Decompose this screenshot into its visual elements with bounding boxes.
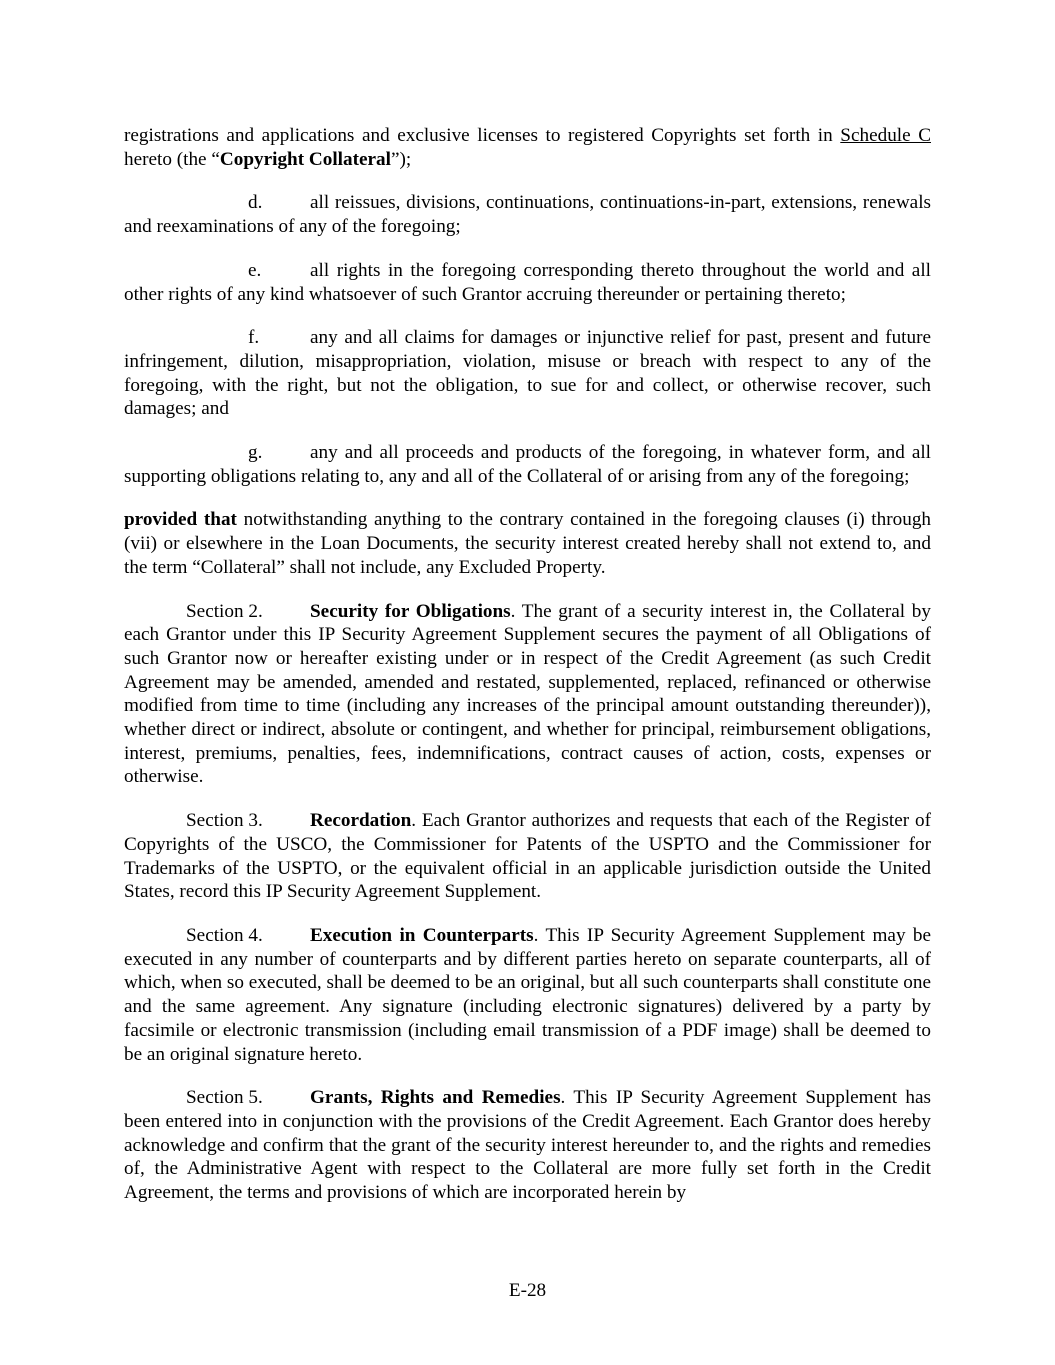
section-title: Security for Obligations <box>310 600 511 622</box>
clause-d <box>124 191 931 238</box>
defined-term: Copyright Collateral <box>219 148 391 170</box>
section-5 <box>124 1086 931 1205</box>
section-title: Grants, Rights and Remedies <box>310 1087 561 1109</box>
proviso-paragraph <box>124 508 931 579</box>
section-text: . Each Grantor authorizes and requests that each of the Register of Copyrights of the USCO, the Commissioner for Patents of the USPTO and the Commissioner for Trademarks of the USPTO, or the equivalent official in an applicable jurisdiction outside the United States, record this IP Security Agreement Supplement. <box>124 810 931 903</box>
section-title: Execution in Counterparts <box>310 924 534 946</box>
section-text: . This IP Security Agreement Supplement has been entered into in conjunction with the provisions of the Credit Agreement. Each Grantor does hereby acknowledge and confirm that the grant of the security interest hereunder to, and the rights and remedies of, the Administrative Agent with respect to the Collateral are more fully set forth in the Credit Agreement, the terms and provisions of which are incorporated herein by <box>124 1087 931 1204</box>
document-body <box>124 124 931 1225</box>
clause-e <box>124 259 931 306</box>
clause-text: all rights in the foregoing corresponding thereto throughout the world and all other rights of any kind whatsoever of such Grantor accruing thereunder or pertaining thereto; <box>124 259 931 305</box>
intro-text: ”); <box>390 148 412 170</box>
page-number: E-28 <box>508 1280 547 1301</box>
clause-g <box>124 441 931 488</box>
schedule-c-reference: Schedule C <box>840 125 931 146</box>
section-4 <box>124 924 931 1066</box>
clause-text: all reissues, divisions, continuations, continuations-in-part, extensions, renewals and reexaminations of any of the foregoing; <box>124 192 931 238</box>
proviso-text: notwithstanding anything to the contrary contained in the foregoing clauses (i) through (vii) or elsewhere in the Loan Documents, the security interest created hereby shall not extend to, and the term “Collateral” shall not include, any Excluded Property. <box>124 509 932 578</box>
section-number: Section 3. <box>186 810 263 832</box>
proviso-lead: provided that <box>124 509 237 531</box>
section-number: Section 2. <box>186 600 263 622</box>
section-number: Section 4. <box>186 924 263 946</box>
clause-f <box>124 326 931 421</box>
section-number: Section 5. <box>186 1087 263 1109</box>
section-3 <box>124 809 931 904</box>
clause-letter: e. <box>248 259 262 281</box>
intro-paragraph <box>124 124 931 171</box>
clause-text: any and all proceeds and products of the foregoing, in whatever form, and all supporting obligations relating to, any and all of the Collateral of or arising from any of the foregoing; <box>124 442 931 487</box>
clause-letter: d. <box>248 192 263 214</box>
section-text: . This IP Security Agreement Supplement may be executed in any number of counterparts and by different parties hereto on separate counterparts, all of which, when so executed, shall be deemed to be an original, but all such counterparts shall constitute one and the same agreement. Any signature (including electronic signatures) delivered by a party by facsimile or electronic transmission (including email transmission of a PDF image) shall be deemed to be an original signature hereto. <box>124 924 932 1065</box>
intro-text: registrations and applications and exclusive licenses to registered Copyrights set forth in <box>124 125 841 146</box>
section-text: . The grant of a security interest in, the Collateral by each Grantor under this IP Security Agreement Supplement secures the payment of all Obligations of such Grantor now or hereafter existing under or in respect of the Credit Agreement (as such Credit Agreement may be amended, amended and restated, supplemented, replaced, refinanced or otherwise modified from time to time (including any increases of the principal amount outstanding thereunder)), whether direct or indirect, absolute or contingent, and whether for principal, reimbursement obligations, interest, premiums, penalties, fees, indemnifications, contract causes of action, costs, expenses or otherwise. <box>124 600 931 788</box>
clause-text: any and all claims for damages or injunctive relief for past, present and future infringement, dilution, misappropriation, violation, misuse or breach with respect to any of the foregoing, with the right, but not the obligation, to sue for and collect, or otherwise recover, such damages; and <box>124 327 931 420</box>
section-title: Recordation <box>310 810 412 832</box>
clause-letter: g. <box>248 442 263 464</box>
section-2 <box>124 600 931 790</box>
clause-letter: f. <box>248 327 260 349</box>
intro-text: hereto (the “ <box>124 148 220 170</box>
